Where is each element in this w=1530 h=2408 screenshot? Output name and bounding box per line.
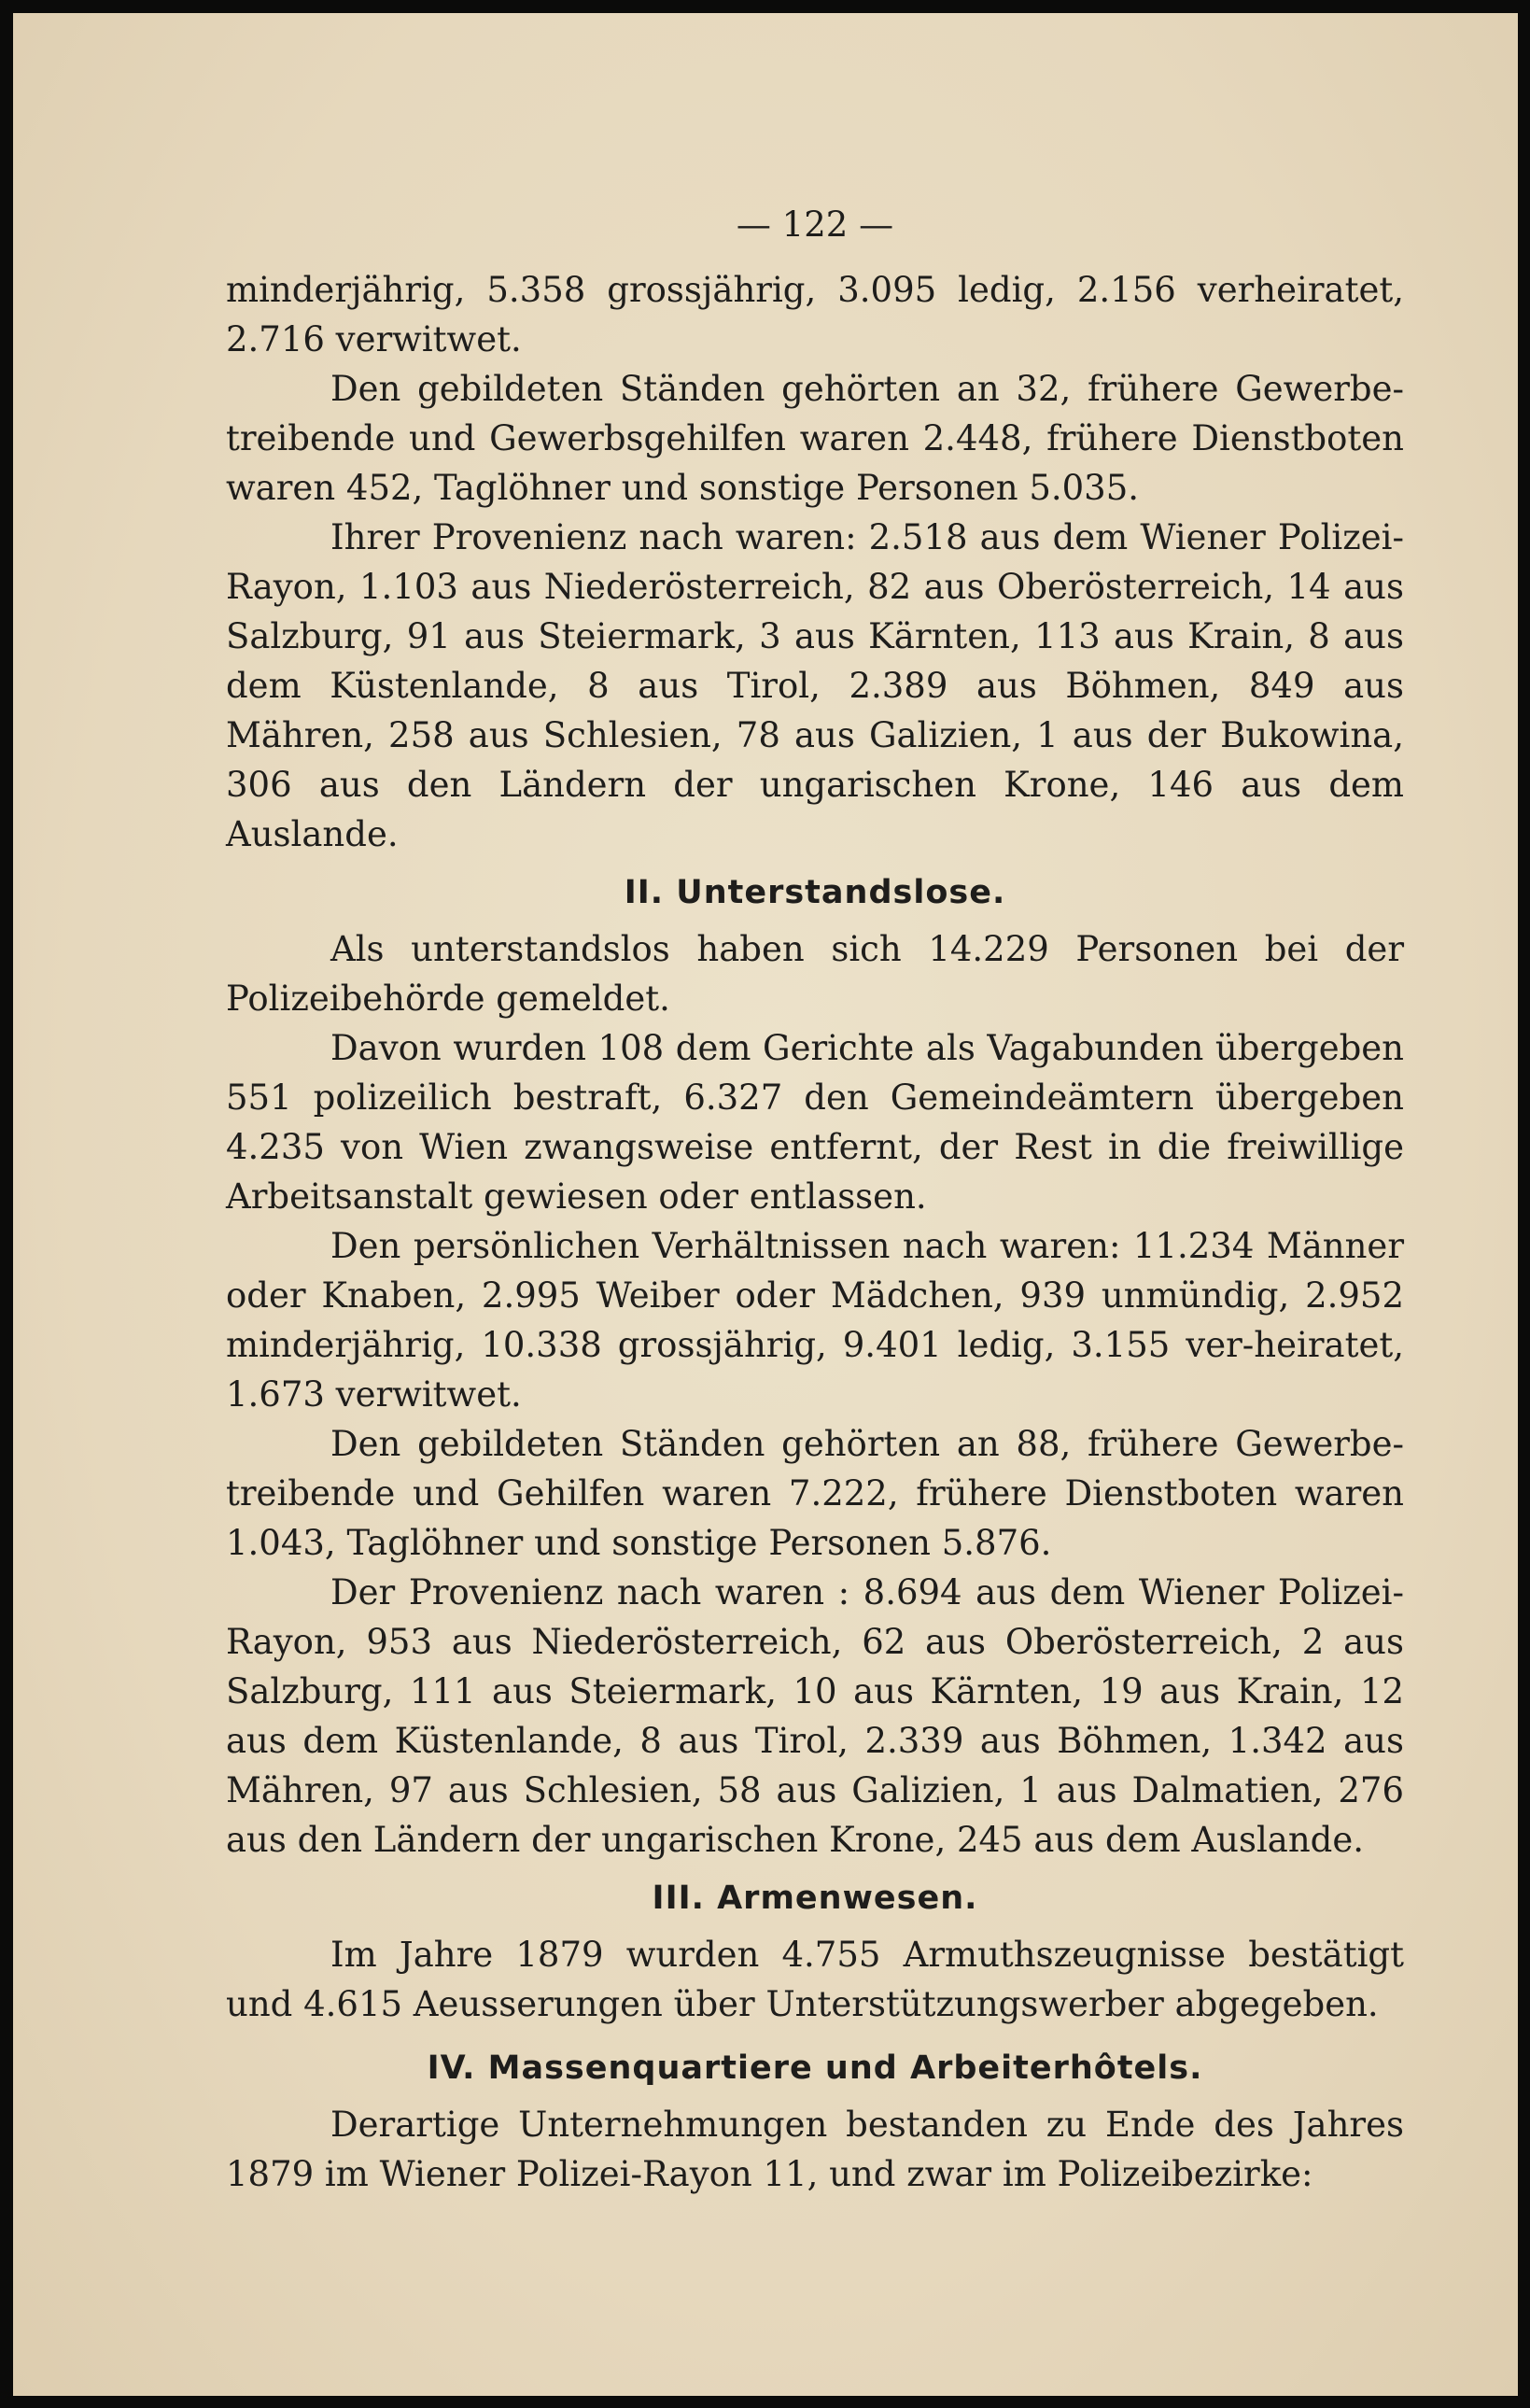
section-heading-armenwesen: III. Armenwesen. (652, 1880, 978, 1917)
paragraph-provenienz: Ihrer Provenienz nach waren: 2.518 aus dem Wiener Polizei-Rayon, 1.103 aus Niederösterreich, 82 aus Oberösterreich, 14 aus Salzburg, 91 aus Steiermark, 3 aus Kärnten, 113 aus Krain, 8 aus dem Küstenlande, 8 aus Tirol, 2.389 aus Böhmen, 849 aus Mähren, 258 aus Schlesien, 78 aus Galizien, 1 aus der Bukowina, 306 aus den Ländern der ungarischen Krone, 146 aus dem Auslande. (226, 517, 1404, 854)
paragraph-davon-wurden: Davon wurden 108 dem Gerichte als Vagabunden übergeben 551 polizeilich bestraft, 6.327 den Gemeindeämtern übergeben 4.235 von Wien zwangsweise entfernt, der Rest in die freiwillige Arbeitsanstalt gewiesen oder entlassen. (226, 1028, 1404, 1217)
page-number: — 122 — (736, 204, 894, 245)
text-block (226, 200, 1404, 2199)
paragraph-gebildete-staende: Den gebildeten Ständen gehörten an 32, frühere Gewerbe-treibende und Gewerbsgehilfen waren 2.448, frühere Dienstboten waren 452, Taglöhner und sonstige Personen 5.035. (226, 369, 1404, 508)
section-heading-unterstandslose: II. Unterstandslose. (624, 874, 1006, 911)
document-page (13, 13, 1518, 2396)
paragraph-unternehmungen: Derartige Unternehmungen bestanden zu Ende des Jahres 1879 im Wiener Polizei-Rayon 11, und zwar im Polizeibezirke: (226, 2105, 1404, 2194)
paragraph-unterstandslos-gemeldet: Als unterstandslos haben sich 14.229 Personen bei der Polizeibehörde gemeldet. (226, 929, 1404, 1019)
paragraph-armenwesen: Im Jahre 1879 wurden 4.755 Armuthszeugnisse bestätigt und 4.615 Aeusserungen über Unterstützungswerber abgegeben. (226, 1935, 1404, 2024)
paragraph-provenienz-2: Der Provenienz nach waren : 8.694 aus dem Wiener Polizei-Rayon, 953 aus Niederösterreich, 62 aus Oberösterreich, 2 aus Salzburg, 111 aus Steiermark, 10 aus Kärnten, 19 aus Krain, 12 aus dem Küstenlande, 8 aus Tirol, 2.339 aus Böhmen, 1.342 aus Mähren, 97 aus Schlesien, 58 aus Galizien, 1 aus Dalmatien, 276 aus den Ländern der ungarischen Krone, 245 aus dem Auslande. (226, 1572, 1404, 1860)
paragraph-gebildete-staende-2: Den gebildeten Ständen gehörten an 88, frühere Gewerbe-treibende und Gehilfen waren 7.222, frühere Dienstboten waren 1.043, Taglöhner und sonstige Personen 5.876. (226, 1424, 1404, 1563)
paragraph-persoenliche-verhaeltnisse: Den persönlichen Verhältnissen nach waren: 11.234 Männer oder Knaben, 2.995 Weiber oder Mädchen, 939 unmündig, 2.952 minderjährig, 10.338 grossjährig, 9.401 ledig, 3.155 ver-heiratet, 1.673 verwitwet. (226, 1226, 1404, 1415)
paragraph-continuation: minderjährig, 5.358 grossjährig, 3.095 ledig, 2.156 verheiratet, 2.716 verwitwet. (226, 270, 1404, 359)
spacer (226, 2029, 1404, 2035)
section-heading-massenquartiere: IV. Massenquartiere und Arbeiterhôtels. (427, 2049, 1203, 2087)
